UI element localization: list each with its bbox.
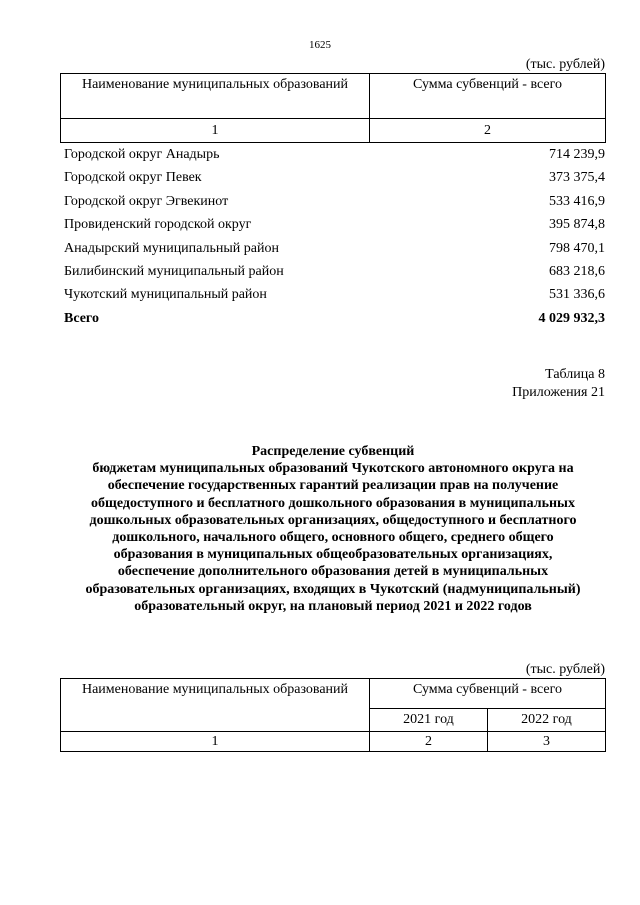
table1-colnum-1: 1 — [61, 119, 370, 143]
page-number: 1625 — [309, 39, 331, 51]
table2-colnum-1: 1 — [61, 732, 370, 752]
row-name: Анадырский муниципальный район — [64, 240, 279, 256]
table2-header-sum: Сумма субвенций - всего — [370, 679, 606, 709]
row-value: 395 874,8 — [549, 217, 605, 233]
table-reference — [512, 366, 605, 402]
table-row — [64, 143, 605, 166]
row-name: Чукотский муниципальный район — [64, 287, 267, 303]
table1-rows — [64, 143, 605, 330]
row-value: 683 218,6 — [549, 263, 605, 279]
row-value: 373 375,4 — [549, 170, 605, 186]
row-name: Провиденский городской округ — [64, 217, 252, 233]
title-line: дошкольного, начального общего, основного общего, среднего общего — [112, 530, 554, 546]
table-row — [64, 166, 605, 189]
title-line: образовательных организациях, входящих в Чукотский (надмуниципальный) — [85, 581, 581, 597]
title-line: бюджетам муниципальных образований Чукотского автономного округа на — [92, 461, 574, 477]
row-name: Городской округ Певек — [64, 170, 202, 186]
total-row — [64, 307, 605, 330]
title-line: дошкольных образовательных организациях, общедоступного и бесплатного — [89, 512, 577, 528]
table-number: Таблица 8 — [545, 367, 605, 382]
row-value: 714 239,9 — [549, 147, 605, 162]
table-row — [64, 237, 605, 260]
table-row — [64, 213, 605, 236]
table1-units: (тыс. рублей) — [525, 57, 605, 72]
row-name: Городской округ Анадырь — [64, 147, 220, 162]
table1-header-sum: Сумма субвенций - всего — [370, 74, 606, 119]
table2-colnum-2: 2 — [370, 732, 488, 752]
title-line: общедоступного и бесплатного дошкольного образования в муниципальных — [91, 495, 575, 511]
document-title — [60, 443, 606, 615]
table2-year-2021: 2021 год — [370, 709, 488, 732]
table2-year-2022: 2022 год — [487, 709, 605, 732]
table2-units: (тыс. рублей) — [525, 662, 605, 677]
total-label: Всего — [64, 310, 99, 326]
table-row — [64, 190, 605, 213]
title-line: обеспечение государственных гарантий реализации прав на получение — [107, 478, 559, 494]
table2-header-name: Наименование муниципальных образований — [61, 679, 370, 732]
row-name: Билибинский муниципальный район — [64, 263, 284, 279]
table1-header-name: Наименование муниципальных образований — [61, 74, 370, 119]
table-row — [64, 283, 605, 306]
row-value: 798 470,1 — [549, 240, 605, 256]
row-value: 533 416,9 — [549, 193, 605, 209]
row-value: 531 336,6 — [549, 287, 605, 303]
title-line: Распределение субвенций — [251, 444, 415, 459]
title-line: образования в муниципальных общеобразовательных организациях, — [113, 547, 553, 563]
table1-header — [60, 73, 606, 143]
title-line: обеспечение дополнительного образования детей в муниципальных — [117, 564, 549, 580]
total-value: 4 029 932,3 — [538, 310, 605, 326]
row-name: Городской округ Эгвекинот — [64, 193, 229, 209]
table1-colnum-2: 2 — [370, 119, 606, 143]
table2-header — [60, 678, 606, 752]
title-line: образовательный округ, на плановый период 2021 и 2022 годов — [134, 598, 532, 614]
appendix-number: Приложения 21 — [512, 385, 605, 400]
table2-colnum-3: 3 — [487, 732, 605, 752]
table-row — [64, 260, 605, 283]
